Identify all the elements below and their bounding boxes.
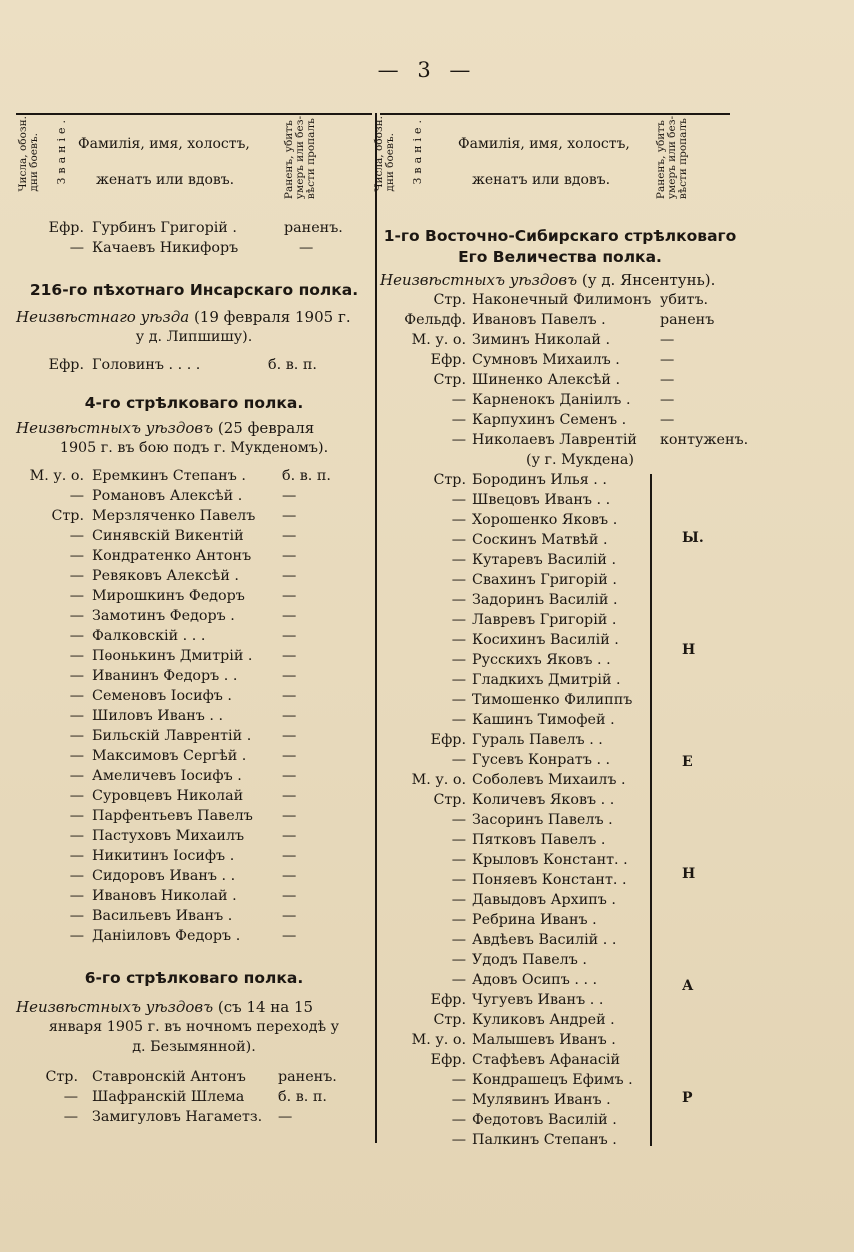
- list-item: [380, 1030, 740, 1050]
- status: —: [660, 372, 675, 388]
- person-name: Тимошенко Филиппъ: [472, 692, 633, 708]
- list-item: [380, 350, 740, 370]
- list-item: [16, 486, 372, 506]
- person-name: Карненокъ Даніилъ .: [472, 392, 631, 408]
- right-column: [373, 114, 749, 1150]
- list-item: [380, 890, 740, 910]
- place-line: (у г. Мукдена): [526, 452, 634, 468]
- person-name: Ивановъ Павелъ .: [472, 312, 606, 328]
- status: —: [282, 868, 297, 884]
- status: —: [282, 928, 297, 944]
- person-name: Мулявинъ Иванъ .: [472, 1092, 611, 1108]
- rank: —: [69, 548, 84, 564]
- rank: —: [451, 972, 466, 988]
- status: —: [660, 332, 675, 348]
- header-name-line2: женатъ или вдовъ.: [96, 172, 235, 188]
- list-item: [16, 666, 372, 686]
- list-item: [16, 866, 372, 886]
- list-item: [16, 1087, 372, 1107]
- person-name: Бильскій Лаврентій .: [92, 728, 252, 744]
- rank: Ефр.: [430, 732, 466, 748]
- rank: М. у. о.: [411, 1032, 466, 1048]
- person-name: Ревяковъ Алексѣй .: [92, 568, 239, 584]
- status: —: [282, 728, 297, 744]
- person-name: Чугуевъ Иванъ . .: [472, 992, 604, 1008]
- rank: —: [451, 412, 466, 428]
- rank: Фельдф.: [404, 312, 466, 328]
- rank: —: [451, 892, 466, 908]
- rank: —: [69, 748, 84, 764]
- rank: —: [69, 768, 84, 784]
- person-name: Авдѣевъ Василій . .: [472, 932, 617, 948]
- rank: —: [451, 492, 466, 508]
- header-dates: Числа, обозн. дни боевъ.: [17, 116, 40, 192]
- list-item: [380, 1070, 740, 1090]
- status: —: [660, 352, 675, 368]
- person-name: Куликовъ Андрей .: [472, 1012, 615, 1028]
- list-item: [380, 1130, 740, 1150]
- list-item: [380, 510, 740, 530]
- rank: —: [451, 752, 466, 768]
- section-heading: 1-го Восточно-Сибирскаго стрѣлковаго: [383, 227, 737, 245]
- rank: —: [451, 1072, 466, 1088]
- status: —: [282, 508, 297, 524]
- person-name: Амеличевъ Іосифъ .: [92, 768, 242, 784]
- person-name: Удодъ Павелъ .: [472, 952, 587, 968]
- header-rank: Званіе.: [55, 116, 68, 185]
- person-name: Кутаревъ Василій .: [472, 552, 617, 568]
- rank: —: [69, 788, 84, 804]
- list-item: [380, 550, 740, 570]
- rank: —: [63, 1109, 78, 1125]
- person-name: Мерзляченко Павелъ: [92, 508, 256, 524]
- rank: —: [451, 1092, 466, 1108]
- list-item: [380, 430, 749, 450]
- person-name: Гусевъ Конратъ . .: [472, 752, 611, 768]
- rank: —: [69, 728, 84, 744]
- list-item: [380, 690, 740, 710]
- list-item: [380, 810, 740, 830]
- status: —: [282, 908, 297, 924]
- person-name: Шафранскій Шлема: [92, 1089, 245, 1105]
- page-number: — 3 —: [377, 58, 477, 82]
- status: —: [660, 412, 675, 428]
- rank: —: [63, 1089, 78, 1105]
- header-status: Раненъ, убитъ умеръ или без- вѣсти пропалъ: [655, 116, 689, 200]
- person-name: Кашинъ Тимофей .: [472, 712, 615, 728]
- status: —: [282, 648, 297, 664]
- person-name: Синявскій Викентій: [92, 528, 244, 544]
- rank: —: [69, 488, 84, 504]
- status: раненъ.: [278, 1069, 337, 1085]
- rank: —: [69, 668, 84, 684]
- rank: —: [451, 812, 466, 828]
- column-divider: [375, 113, 377, 1143]
- status: —: [282, 668, 297, 684]
- rank: Стр.: [433, 292, 466, 308]
- rank: Стр.: [433, 1012, 466, 1028]
- section-heading: 4-го стрѣлковаго полка.: [84, 394, 304, 412]
- list-item: [380, 950, 740, 970]
- person-name: Адовъ Осипъ . . .: [472, 972, 598, 988]
- place-line: 1905 г. въ бою подъ г. Мукденомъ).: [59, 440, 329, 456]
- rank: —: [451, 532, 466, 548]
- rank: Стр.: [51, 508, 84, 524]
- list-item: [380, 590, 740, 610]
- list-item: [16, 466, 372, 486]
- place-line: Неизвѣстныхъ уѣздовъ (25 февраля: [16, 419, 315, 437]
- place-line: д. Безымянной).: [132, 1039, 256, 1055]
- header-name-line2: женатъ или вдовъ.: [472, 172, 611, 188]
- list-item: [380, 790, 740, 810]
- person-name: Семеновъ Іосифъ .: [92, 688, 232, 704]
- regiment-4-list: [16, 466, 372, 946]
- person-name: Ивановъ Николай .: [92, 888, 237, 904]
- list-item: [380, 770, 740, 790]
- status: —: [282, 608, 297, 624]
- rank: —: [69, 828, 84, 844]
- list-item: [380, 930, 740, 950]
- list-item: [380, 490, 740, 510]
- person-name: Шиловъ Иванъ . .: [92, 708, 224, 724]
- rank: Стр.: [433, 472, 466, 488]
- list-item: [380, 1010, 740, 1030]
- brace-letter: Е: [682, 754, 693, 770]
- person-name: Бородинъ Илья . .: [472, 472, 607, 488]
- status: —: [282, 588, 297, 604]
- person-name: Крыловъ Констант. .: [472, 852, 628, 868]
- person-name: Ставронскій Антонъ: [92, 1069, 246, 1085]
- regiment-6-list: [16, 1067, 372, 1127]
- person-name: Соболевъ Михаилъ .: [472, 772, 626, 788]
- list-item: [380, 390, 740, 410]
- person-name: Даніиловъ Федоръ .: [92, 928, 241, 944]
- rank: —: [69, 888, 84, 904]
- list-item: [380, 830, 740, 850]
- status: —: [660, 392, 675, 408]
- person-name: Гладкихъ Дмитрій .: [472, 672, 621, 688]
- place-line: Неизвѣстныхъ уѣздовъ (у д. Янсентунь).: [380, 271, 716, 289]
- person-name: Косихинъ Василій .: [472, 632, 619, 648]
- header-status: Раненъ, убитъ умеръ или без- вѣсти пропалъ: [283, 116, 317, 200]
- status: —: [282, 708, 297, 724]
- status: раненъ: [660, 312, 715, 328]
- person-name: Соскинъ Матвѣй .: [472, 532, 608, 548]
- person-name: Мирошкинъ Федоръ: [92, 588, 245, 604]
- list-item: [16, 506, 372, 526]
- rank: Стр.: [433, 372, 466, 388]
- list-item: [16, 526, 372, 546]
- header-rank: Званіе.: [411, 116, 424, 185]
- rank: —: [451, 432, 466, 448]
- regiment-1vs-list-missing: [380, 470, 740, 1150]
- rank: М. у. о.: [411, 332, 466, 348]
- person-name: Гураль Павелъ . .: [472, 732, 603, 748]
- section-heading: Его Величества полка.: [458, 248, 662, 266]
- list-item: [16, 1067, 372, 1087]
- rank: —: [451, 612, 466, 628]
- person-name: Никитинъ Іосифъ .: [92, 848, 235, 864]
- status: —: [282, 808, 297, 824]
- list-item: [380, 570, 740, 590]
- list-item: [380, 330, 740, 350]
- list-item: [380, 730, 740, 750]
- list-item: [380, 310, 740, 330]
- list-item: [16, 726, 372, 746]
- person-name: Сидоровъ Иванъ . .: [92, 868, 236, 884]
- person-name: Пятковъ Павелъ .: [472, 832, 606, 848]
- status: контуженъ.: [660, 432, 749, 448]
- list-item: [16, 906, 372, 926]
- rank: —: [451, 572, 466, 588]
- list-item: Ефр. Головинъ . . . . б. в. п.: [48, 357, 317, 373]
- person-name: Поняевъ Констант. .: [472, 872, 627, 888]
- header-name-line1: Фамилія, имя, холостъ,: [78, 136, 250, 152]
- list-item: [380, 670, 740, 690]
- rank: М. у. о.: [411, 772, 466, 788]
- person-name: Кондрашецъ Ефимъ .: [472, 1072, 633, 1088]
- person-name: Количевъ Яковъ . .: [472, 792, 615, 808]
- table-header-right: [373, 114, 740, 218]
- status: —: [282, 568, 297, 584]
- list-item: [380, 470, 740, 490]
- person-name: Лавревъ Григорій .: [472, 612, 617, 628]
- list-item: [380, 410, 740, 430]
- person-name: Свахинъ Григорій .: [472, 572, 617, 588]
- person-name: Задоринъ Василій .: [472, 592, 618, 608]
- list-item: [380, 1050, 740, 1070]
- rank: —: [69, 908, 84, 924]
- rank: —: [451, 952, 466, 968]
- list-item: Ефр. Гурбинъ Григорій . раненъ.: [48, 220, 343, 236]
- rank: —: [69, 528, 84, 544]
- rank: —: [451, 632, 466, 648]
- status: —: [282, 528, 297, 544]
- list-item: [16, 706, 372, 726]
- person-name: Замотинъ Федоръ .: [92, 608, 235, 624]
- status: —: [282, 628, 297, 644]
- person-name: Иванинъ Федоръ . .: [92, 668, 238, 684]
- list-item: [16, 586, 372, 606]
- rank: —: [69, 688, 84, 704]
- list-item: [16, 646, 372, 666]
- brace-letter: А: [682, 978, 694, 994]
- person-name: Еремкинъ Степанъ .: [92, 468, 246, 484]
- list-item: [16, 686, 372, 706]
- rank: Ефр.: [430, 352, 466, 368]
- person-name: Швецовъ Иванъ . .: [472, 492, 611, 508]
- status: —: [282, 548, 297, 564]
- person-name: Васильевъ Иванъ .: [92, 908, 233, 924]
- rank: —: [451, 932, 466, 948]
- list-item: [380, 710, 740, 730]
- person-name: Шиненко Алексѣй .: [472, 372, 621, 388]
- person-name: Давыдовъ Архипъ .: [472, 892, 616, 908]
- list-item: [16, 766, 372, 786]
- place-line: Неизвѣстнаго уѣзда (19 февраля 1905 г.: [16, 308, 351, 326]
- list-item: [16, 746, 372, 766]
- status: —: [282, 748, 297, 764]
- group-brace: [650, 474, 652, 1146]
- rank: —: [69, 608, 84, 624]
- rank: —: [69, 568, 84, 584]
- list-item: [16, 886, 372, 906]
- status: —: [282, 768, 297, 784]
- rank: Стр.: [433, 792, 466, 808]
- brace-letter: Н: [682, 642, 696, 658]
- person-name: Ребрина Иванъ .: [472, 912, 597, 928]
- header-dates: Числа, обозн. дни боевъ.: [373, 116, 396, 192]
- person-name: Пастуховъ Михаилъ: [92, 828, 245, 844]
- top-rows: [16, 218, 372, 258]
- rank: —: [69, 588, 84, 604]
- header-name-line1: Фамилія, имя, холостъ,: [458, 136, 630, 152]
- list-item: [380, 610, 740, 630]
- table-header-left: [16, 114, 372, 218]
- left-column: [16, 114, 372, 1127]
- place-line: Неизвѣстныхъ уѣздовъ (съ 14 на 15: [16, 998, 314, 1016]
- section-heading: 6-го стрѣлковаго полка.: [84, 969, 304, 987]
- status: —: [278, 1109, 293, 1125]
- rank: —: [451, 712, 466, 728]
- person-name: Зиминъ Николай .: [472, 332, 611, 348]
- person-name: Суровцевъ Николай: [92, 788, 244, 804]
- rank: —: [451, 592, 466, 608]
- list-item: [16, 846, 372, 866]
- rank: М. у. о.: [29, 468, 84, 484]
- person-name: Хорошенко Яковъ .: [472, 512, 618, 528]
- list-item: [380, 290, 740, 310]
- rank: —: [451, 652, 466, 668]
- person-name: Кондратенко Антонъ: [92, 548, 252, 564]
- person-name: Палкинъ Степанъ .: [472, 1132, 617, 1148]
- status: —: [282, 828, 297, 844]
- list-item: [16, 786, 372, 806]
- rank: Ефр.: [430, 1052, 466, 1068]
- rank: —: [451, 552, 466, 568]
- rank: —: [451, 512, 466, 528]
- person-name: Стафѣевъ Афанасій: [472, 1052, 621, 1068]
- place-line: января 1905 г. въ ночномъ переходѣ у: [48, 1019, 340, 1035]
- brace-letter: Н: [682, 866, 696, 882]
- place-line: у д. Липшишу).: [135, 329, 253, 345]
- person-name: Карпухинъ Семенъ .: [472, 412, 627, 428]
- rank: —: [69, 848, 84, 864]
- status: б. в. п.: [282, 468, 331, 484]
- status: б. в. п.: [278, 1089, 327, 1105]
- list-item: [16, 606, 372, 626]
- list-item: [380, 910, 740, 930]
- list-item: [16, 626, 372, 646]
- rank: —: [69, 628, 84, 644]
- status: —: [282, 488, 297, 504]
- person-name: Максимовъ Сергѣй .: [92, 748, 247, 764]
- rank: —: [451, 1132, 466, 1148]
- section-heading: 216-го пѣхотнаго Инсарскаго полка.: [29, 281, 359, 299]
- person-name: Фалковскій . . .: [92, 628, 206, 644]
- list-item: [380, 1110, 740, 1130]
- person-name: Николаевъ Лаврентій: [472, 432, 637, 448]
- regiment-1vs-list: [380, 290, 749, 450]
- person-name: Малышевъ Иванъ .: [472, 1032, 616, 1048]
- list-item: [16, 926, 372, 946]
- person-name: Русскихъ Яковъ . .: [472, 652, 611, 668]
- rank: —: [451, 872, 466, 888]
- rank: —: [69, 868, 84, 884]
- person-name: Парфентьевъ Павелъ: [92, 808, 253, 824]
- rank: —: [451, 392, 466, 408]
- status: убитъ.: [660, 292, 709, 308]
- rank: —: [451, 1112, 466, 1128]
- brace-letter: Ы.: [682, 530, 704, 546]
- status: —: [282, 688, 297, 704]
- rank: —: [451, 832, 466, 848]
- rank: —: [69, 928, 84, 944]
- rank: —: [69, 808, 84, 824]
- list-item: [16, 1107, 372, 1127]
- list-item: [16, 826, 372, 846]
- rank: —: [451, 672, 466, 688]
- list-item: — Качаевъ Никифоръ —: [69, 240, 314, 256]
- person-name: Сумновъ Михаилъ .: [472, 352, 620, 368]
- rank: Ефр.: [430, 992, 466, 1008]
- rank: —: [69, 648, 84, 664]
- rank: —: [451, 692, 466, 708]
- list-item: [16, 566, 372, 586]
- status: —: [282, 848, 297, 864]
- list-item: [380, 370, 740, 390]
- rank: —: [69, 708, 84, 724]
- list-item: [16, 806, 372, 826]
- status: —: [282, 788, 297, 804]
- person-name: Пѳонькинъ Дмитрій .: [92, 648, 253, 664]
- person-name: Засоринъ Павелъ .: [472, 812, 613, 828]
- list-item: [16, 546, 372, 566]
- person-name: Романовъ Алексѣй .: [92, 488, 243, 504]
- status: —: [282, 888, 297, 904]
- person-name: Федотовъ Василій .: [472, 1112, 617, 1128]
- person-name: Наконечный Филимонъ: [472, 292, 652, 308]
- brace-letter: Р: [682, 1090, 693, 1106]
- rank: —: [451, 852, 466, 868]
- person-name: Замигуловъ Нагаметз.: [92, 1109, 263, 1125]
- rank: Стр.: [45, 1069, 78, 1085]
- rank: —: [451, 912, 466, 928]
